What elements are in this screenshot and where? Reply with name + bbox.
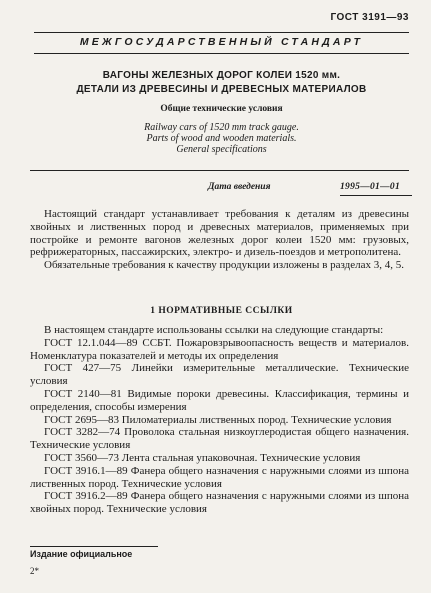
gost-number: ГОСТ 3191—93 (330, 12, 409, 23)
reference-item: ГОСТ 2695—83 Пиломатериалы лиственных пород. Технические условия (44, 413, 392, 426)
reference-item: ГОСТ 3916.2—89 Фанера общего назначения с наружными слоями из шпона хвойных пород. Технические условия (30, 490, 409, 516)
introduction-date-value: 1995—01—01 (340, 182, 400, 192)
reference-item: ГОСТ 3560—73 Лента стальная упаковочная. Технические условия (44, 451, 361, 464)
reference-item: ГОСТ 427—75 Линейки измерительные металлические. Технические условия (30, 362, 409, 388)
title-line-1: ВАГОНЫ ЖЕЛЕЗНЫХ ДОРОГ КОЛЕИ 1520 мм. (102, 70, 341, 81)
introduction-date-label: Дата введения (208, 182, 271, 192)
section-1-body (30, 324, 409, 516)
reference-item: ГОСТ 2140—81 Видимые пороки древесины. Классификация, термины и определения, способы измерения (30, 387, 409, 413)
date-rule (30, 170, 409, 171)
official-edition-label: Издание официальное (30, 549, 133, 559)
section-1-lead: В настоящем стандарте использованы ссылки на следующие стандарты: (44, 324, 384, 336)
footer-rule (30, 546, 158, 547)
date-underline (340, 195, 412, 196)
title-subtitle: Общие технические условия (160, 104, 283, 114)
reference-item: ГОСТ 3282—74 Проволока стальная низкоуглеродистая общего назначения. Технические условия (30, 426, 409, 452)
top-rule (34, 32, 409, 33)
reference-item: ГОСТ 12.1.044—89 ССБТ. Пожаровзрывоопасность веществ и материалов. Номенклатура показателей и методы их определения (30, 336, 409, 362)
english-title-line-3: General specifications (176, 144, 267, 155)
section-1-title: 1 НОРМАТИВНЫЕ ССЫЛКИ (150, 306, 293, 316)
intro-paragraph-2: Обязательные требования к качеству продукции изложены в разделах 3, 4, 5. (44, 259, 405, 272)
intro-paragraph-1: Настоящий стандарт устанавливает требования к деталям из древесины хвойных и лиственных пород и древесных материалов, применяемых при постройке и ремонте вагонов железных дорог колеи 1520 мм: грузовых, рефрижераторных, пассажирских, электро- и дизель-поездов и метрополитена. (30, 208, 409, 259)
banner-rule (34, 53, 409, 54)
page-number: 2* (30, 566, 39, 576)
standard-banner: МЕЖГОСУДАРСТВЕННЫЙ СТАНДАРТ (79, 36, 364, 48)
reference-item: ГОСТ 3916.1—89 Фанера общего назначения с наружными слоями из шпона лиственных пород. Технические условия (30, 464, 409, 490)
intro-text (30, 208, 409, 272)
english-title-line-2: Parts of wood and wooden materials. (146, 133, 297, 144)
english-title-line-1: Railway cars of 1520 mm track gauge. (144, 122, 299, 133)
title-line-2: ДЕТАЛИ ИЗ ДРЕВЕСИНЫ И ДРЕВЕСНЫХ МАТЕРИАЛОВ (76, 84, 367, 95)
